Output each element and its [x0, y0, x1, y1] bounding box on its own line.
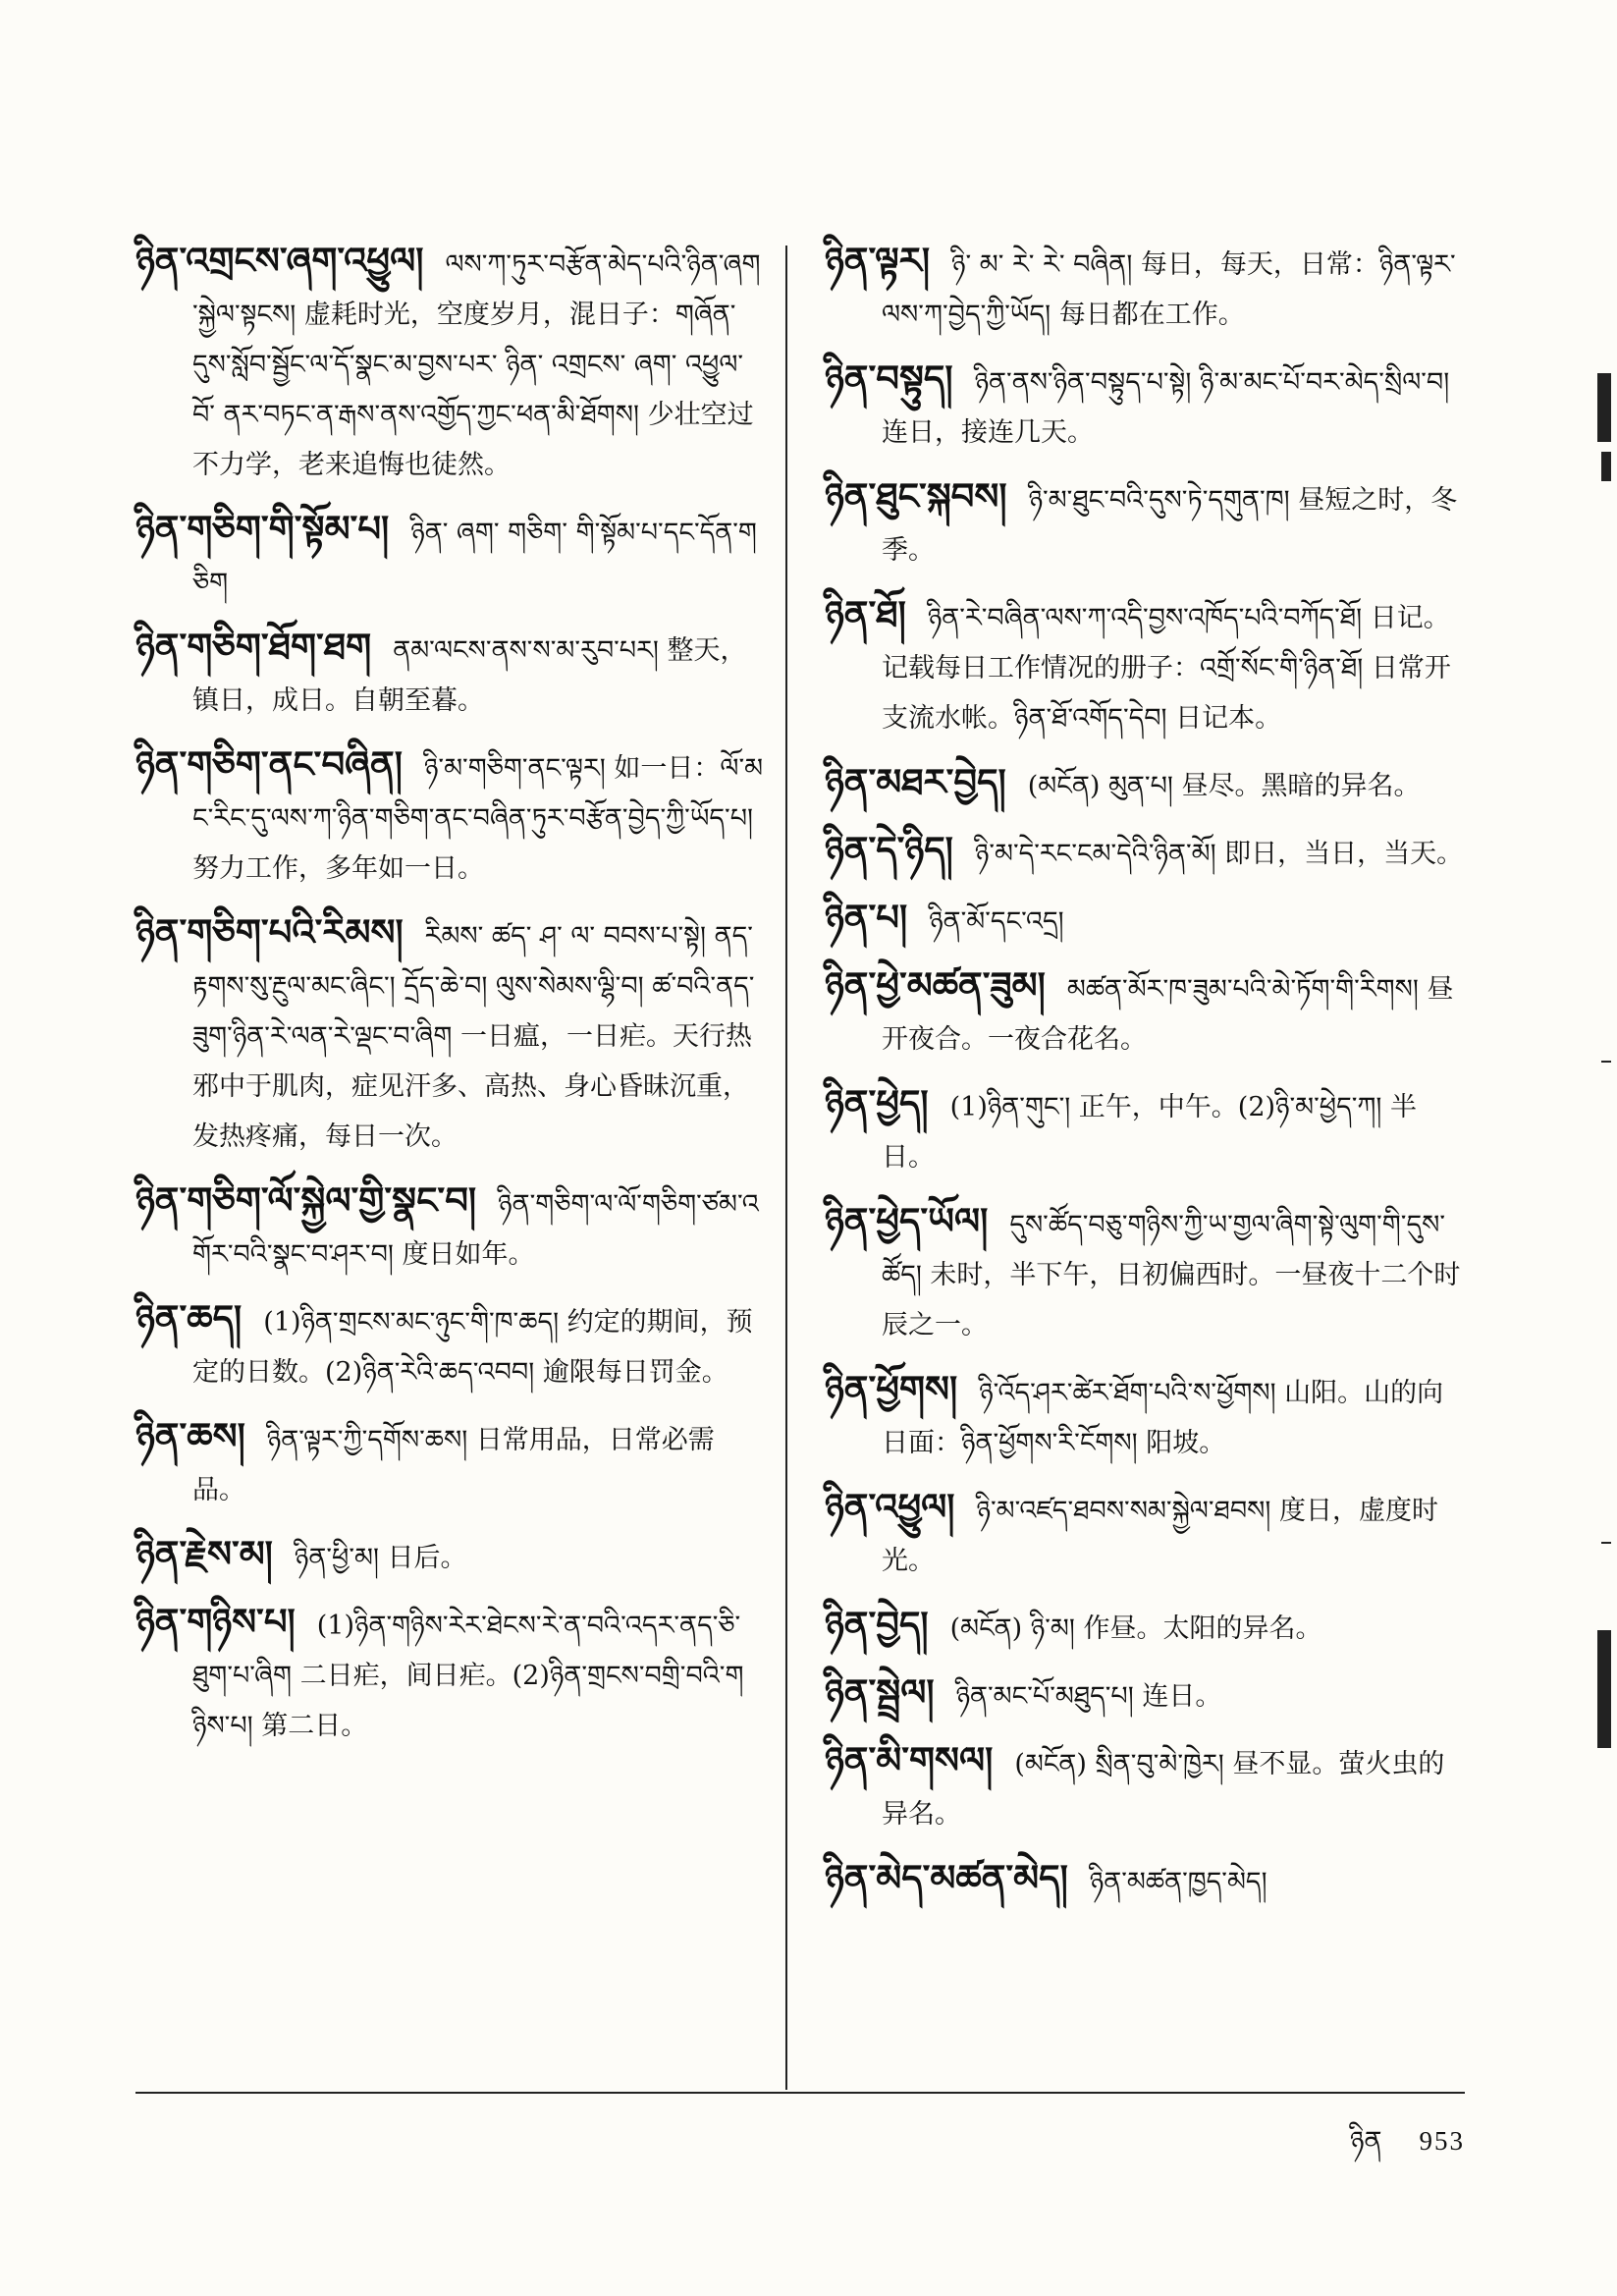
headword: ཉིན་ཆད།	[135, 1297, 243, 1339]
definition: ཉི་འོད་ཤར་ཚེར་ཐོག་པའི་ས་ཕྱོགས། 山阳。山的向日面：ཉིན་ཕྱོགས་རི་ངོགས། 阳坡。	[882, 1378, 1444, 1458]
dictionary-entry	[135, 907, 764, 1162]
dictionary-entry	[825, 1364, 1465, 1468]
definition: དུས་ཚོད་བཅུ་གཉིས་ཀྱི་ཡ་གྱལ་ཞིག་སྟེ་ལུག་གི་དུས་ཚོད། 未时，半下午，日初偏西时。一昼夜十二个时辰之一。	[882, 1210, 1461, 1340]
headword: ཉིན་མེད་མཚན་མེད།	[825, 1857, 1068, 1899]
dictionary-entry	[825, 757, 1465, 811]
headword: ཉིན་ཕྱེད་ཡོལ།	[825, 1200, 989, 1242]
headword: ཉིན་ཐོ།	[825, 593, 906, 635]
definition: (མངོན) ཉི་མ། 作昼。太阳的异名。	[949, 1613, 1322, 1644]
dictionary-entry	[825, 1482, 1465, 1586]
definition: ཉིན་ ཞག་ གཅིག་ གི་སྟོམ་པ་དང་དོན་གཅིག	[192, 518, 757, 598]
dictionary-entry	[135, 504, 764, 608]
dictionary-entry	[825, 1078, 1465, 1182]
dictionary-entry	[825, 471, 1465, 575]
definition: རིམས་ ཚད་ ཤ་ ལ་ བབས་པ་སྟེ། ནད་རྟགས་སུ་རྔུལ་མང་ཞིང་། དྲོད་ཆེ་བ། ལུས་སེམས་ལྷི་བ། ཚ་བའི་ནད་ཟུག་ཉིན་རེ་ལན་རེ་ལྡང་བ་ཞིག 一日瘟，一日疟。天行热邪中于肌肉，症见汗多、高热、身心昏昧沉重，发热疼痛，每日一次。	[192, 921, 755, 1152]
running-head: ཉིན	[1350, 2126, 1382, 2157]
definition: ཉིན་ཕྱི་མ། 日后。	[294, 1543, 467, 1573]
headword: ཉིན་བསྟུད།	[825, 357, 953, 400]
right-column	[825, 236, 1465, 1921]
headword: ཉིན་བྱེད།	[825, 1604, 929, 1646]
dictionary-entry	[135, 236, 764, 490]
dictionary-entry	[825, 893, 1465, 947]
headword: ཉིན་ཕྱེ་མཚན་ཟུམ།	[825, 964, 1046, 1007]
scan-edge-mark	[1597, 1630, 1611, 1748]
headword: ཉིན་མཐར་བྱེད།	[825, 761, 1006, 803]
definition: ཉི་མ་ཐུང་བའི་དུས་ཏེ་དགུན་ཁ། 昼短之时，冬季。	[882, 485, 1458, 566]
definition: མཚན་མོར་ཁ་ཟུམ་པའི་མེ་ཏོག་གི་རིགས། 昼开夜合。一夜合花名。	[882, 974, 1454, 1055]
definition: ཉི་མ་གཅིག་ནང་ལྟར། 如一日：ལོ་མང་རིང་དུ་ལས་ཀ་ཉིན་གཅིག་ནང་བཞིན་ཏུར་བརྩོན་བྱེད་ཀྱི་ཡོད་པ། 努力工作，多年如一日。	[192, 753, 764, 884]
definition: ཉི་མ་དེ་རང་ངམ་དེའི་ཉིན་མོ། 即日，当日，当天。	[974, 839, 1464, 869]
definition: ལས་ཀ་ཏུར་བརྩོན་མེད་པའི་ཉིན་ཞག་སྐྱེལ་སྟངས། 虚耗时光，空度岁月，混日子：གཞོན་དུས་སློབ་སྦྱོང་ལ་དོ་སྣང་མ་བྱས་པར་ ཉིན་ འགྲངས་ ཞག་ འཕྱུལ་ བོ་ ནར་བཏང་ན་རྒས་ནས་འགྱོད་ཀྱང་ཕན་མི་ཐོགས། 少壮空过不力学，老来追悔也徒然。	[192, 249, 761, 480]
headword: ཉིན་ཐུང་སྐབས།	[825, 475, 1007, 518]
scan-edge-mark	[1601, 452, 1611, 481]
definition: ཉིན་རེ་བཞིན་ལས་ཀ་འདི་བྱས་འཁོད་པའི་བཀོད་ཐོ། 日记。记载每日工作情况的册子：འགྲོ་སོང་གི་ཉིན་ཐོ། 日常开支流水帐。ཉིན་ཐོ་འགོད་དེབ། 日记本。	[882, 603, 1451, 734]
dictionary-entry	[825, 1600, 1465, 1654]
headword: ཉིན་གཅིག་ནང་བཞིན།	[135, 743, 403, 786]
definition: (1)ཉིན་གྲངས་མང་ཉུང་གི་ཁ་ཆད། 约定的期间，预定的日数。(2)ཉིན་རེའི་ཆད་འབབ། 逾限每日罚金。	[192, 1307, 753, 1388]
dictionary-entry	[135, 739, 764, 894]
scan-edge-mark	[1601, 1061, 1611, 1063]
headword: ཉིན་ཕྱེད།	[825, 1082, 929, 1124]
dictionary-entry	[825, 589, 1465, 743]
headword: ཉིན་པ།	[825, 897, 908, 939]
headword: ཉིན་གཉིས་པ།	[135, 1601, 296, 1643]
dictionary-entry	[135, 1175, 764, 1280]
dictionary-entry	[825, 354, 1465, 458]
headword: ཉིན་གཅིག་པའི་རིམས།	[135, 911, 404, 954]
dictionary-entry	[825, 1196, 1465, 1350]
headword: ཉིན་མི་གསལ།	[825, 1739, 994, 1781]
headword: ཉིན་གཅིག་གི་སྟོམ་པ།	[135, 508, 390, 550]
headword: ཉིན་གཅིག་ཐོག་ཐག	[135, 626, 372, 668]
dictionary-entry	[825, 960, 1465, 1065]
definition: ཉིན་མང་པོ་མཐུད་པ། 连日。	[955, 1681, 1222, 1712]
page-number: 953	[1419, 2126, 1465, 2156]
footer-rule	[135, 2092, 1465, 2094]
dictionary-entry	[135, 1597, 764, 1751]
dictionary-entry	[135, 1411, 764, 1515]
dictionary-entry	[825, 825, 1465, 879]
dictionary-entry	[825, 1853, 1465, 1907]
definition: ཉིན་མོ་དང་འདྲ།	[929, 906, 1064, 937]
dictionary-entry	[135, 1529, 764, 1583]
left-column	[135, 236, 764, 1765]
headword: ཉིན་སྦྲེལ།	[825, 1671, 935, 1714]
headword: ཉིན་འགྲངས་ཞག་འཕྱུལ།	[135, 240, 424, 282]
definition: ཉིན་གཅིག་ལ་ལོ་གཅིག་ཙམ་འགོར་བའི་སྣང་བ་ཤར་བ། 度日如年。	[192, 1189, 759, 1270]
headword: ཉིན་ལྟར།	[825, 240, 931, 282]
scan-edge-mark	[1601, 1542, 1611, 1544]
dictionary-entry	[135, 622, 764, 726]
definition: (མངོན) མུན་པ། 昼尽。黑暗的异名。	[1027, 771, 1421, 801]
headword: ཉིན་ཕྱོགས།	[825, 1368, 958, 1410]
dictionary-entry	[825, 236, 1465, 340]
definition: ཉིན་ལྟར་ཀྱི་དགོས་ཆས། 日常用品，日常必需品。	[192, 1425, 715, 1505]
definition: (1)ཉིན་གུང་། 正午，中午。(2)ཉི་མ་ཕྱེད་ཀ། 半日。	[882, 1092, 1417, 1173]
definition: ཉིན་མཚན་ཁྱད་མེད།	[1089, 1867, 1267, 1897]
scan-edge-mark	[1597, 373, 1611, 442]
dictionary-entry	[825, 1667, 1465, 1722]
headword: ཉིན་གཅིག་ལོ་སྐྱེལ་གྱི་སྣང་བ།	[135, 1179, 477, 1222]
definition: ཉིན་ནས་ཉིན་བསྟུད་པ་སྟེ། ཉི་མ་མང་པོ་བར་མེད་སྲིལ་བ། 连日，接连几天。	[882, 367, 1450, 448]
headword: ཉིན་ཆས།	[135, 1415, 245, 1457]
dictionary-entry	[135, 1293, 764, 1397]
definition: (མངོན) སྲིན་བུ་མེ་ཁྱེར། 昼不显。萤火虫的异名。	[882, 1749, 1445, 1830]
page-footer	[1217, 2111, 1465, 2186]
definition: ཉི་ མ་ རེ་ རེ་ བཞིན། 每日，每天，日常：ཉིན་ལྟར་ལས་ཀ་བྱེད་ཀྱི་ཡོད། 每日都在工作。	[882, 249, 1456, 330]
headword: ཉིན་འཕྱུལ།	[825, 1486, 955, 1528]
definition: ཉི་མ་འཛད་ཐབས་སམ་སྐྱེལ་ཐབས། 度日，虚度时光。	[882, 1496, 1438, 1576]
column-divider	[785, 246, 787, 2090]
definition: (1)ཉིན་གཉིས་རེར་ཐེངས་རེ་ན་བའི་འདར་ནད་ཅི་ཐུག་པ་ཞིག 二日疟，间日疟。(2)ཉིན་གྲངས་བགྲི་བའི་གཉིས་པ། 第二日。	[192, 1611, 744, 1741]
headword: ཉིན་དེ་ཉིད།	[825, 829, 953, 871]
definition: ནམ་ལངས་ནས་ས་མ་རུབ་པར། 整天，镇日，成日。自朝至暮。	[192, 635, 747, 716]
headword: ཉིན་རྗེས་མ།	[135, 1533, 273, 1575]
dictionary-entry	[825, 1735, 1465, 1839]
